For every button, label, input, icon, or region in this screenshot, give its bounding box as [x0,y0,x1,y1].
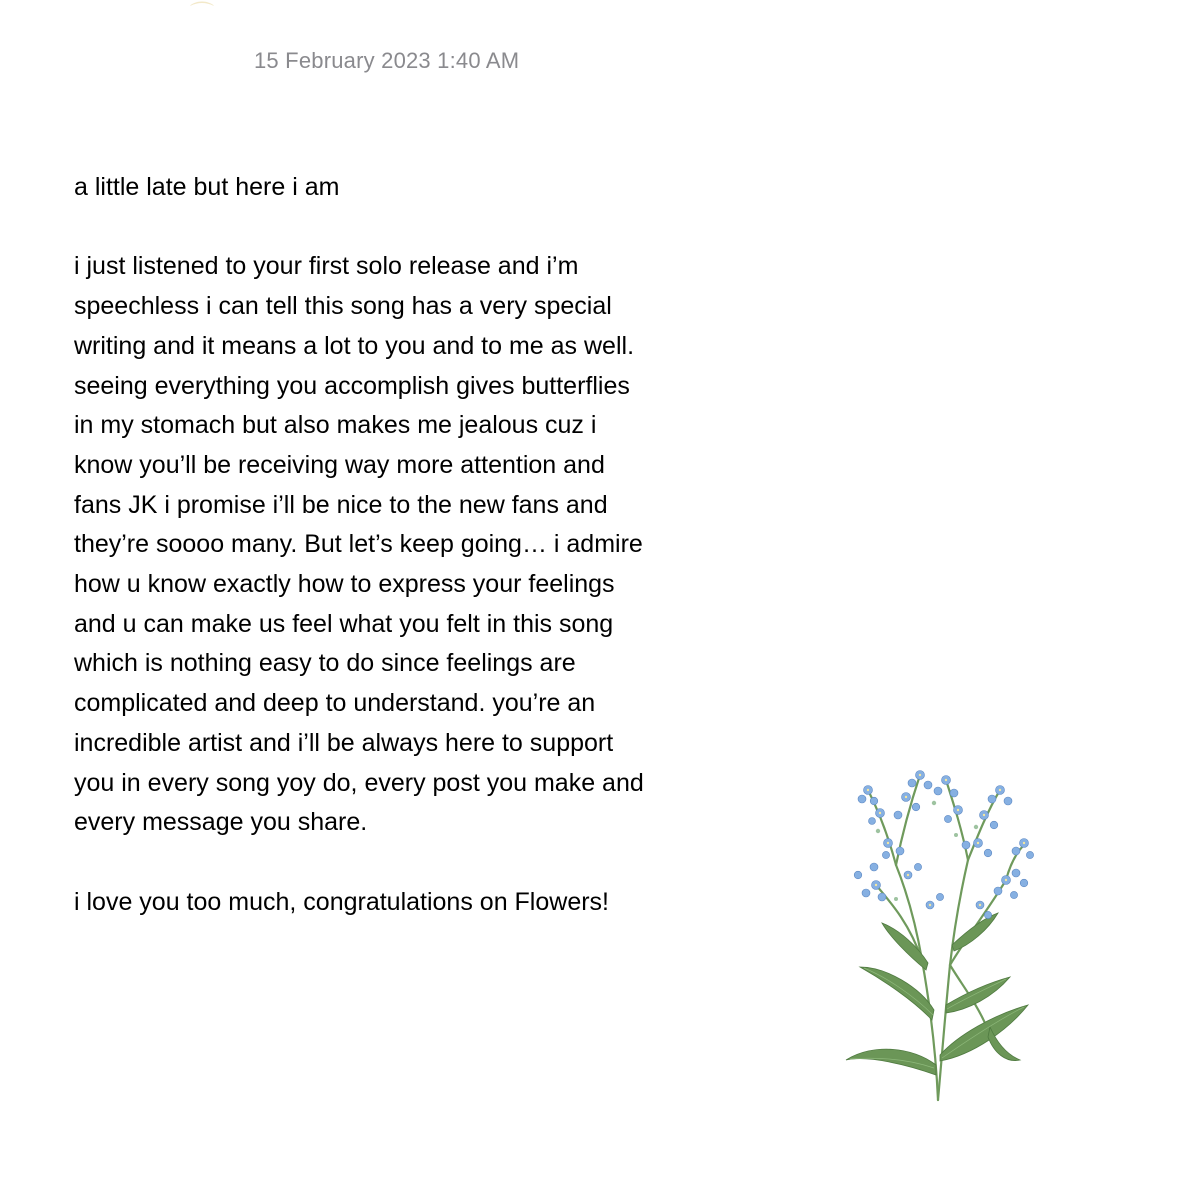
note-line: i just listened to your first solo release and i’m [74,252,579,281]
note-line: and u can make us feel what you felt in this song [74,609,614,638]
note-line: how u know exactly how to express your feelings [74,570,615,599]
note-line: fans JK i promise i’ll be nice to the new fans and [74,490,608,519]
note-line: a little late but here i am [74,173,340,201]
note-line: i love you too much, congratulations on Flowers! [74,887,609,916]
faded-top-edge-mark: ⌒ [190,1,215,28]
note-line: every message you share. [74,808,368,837]
note-line: speechless i can tell this song has a very special [74,292,612,321]
note-line: they’re soooo many. But let’s keep going… i admire [74,530,643,559]
note-line: which is nothing easy to do since feelings are [74,649,576,678]
flower-blossoms [854,771,1033,919]
note-paragraph [74,168,774,208]
note-timestamp: 15 February 2023 1:40 AM [254,48,520,73]
note-line: know you’ll be receiving way more attention and [74,450,605,479]
note-body[interactable] [74,168,774,922]
note-line: seeing everything you accomplish gives butterflies [74,371,630,400]
flower-leaves [846,913,1028,1075]
forget-me-not-flower-illustration [838,755,1038,1105]
note-line: in my stomach but also makes me jealous cuz i [74,411,597,440]
note-line: you in every song yoy do, every post you make and [74,768,644,797]
note-paragraph [74,247,774,843]
note-line: complicated and deep to understand. you’re an [74,689,596,718]
note-line: writing and it means a lot to you and to me as well. [74,331,635,360]
note-paragraph [74,883,774,923]
note-line: incredible artist and i’ll be always here to support [74,728,614,757]
